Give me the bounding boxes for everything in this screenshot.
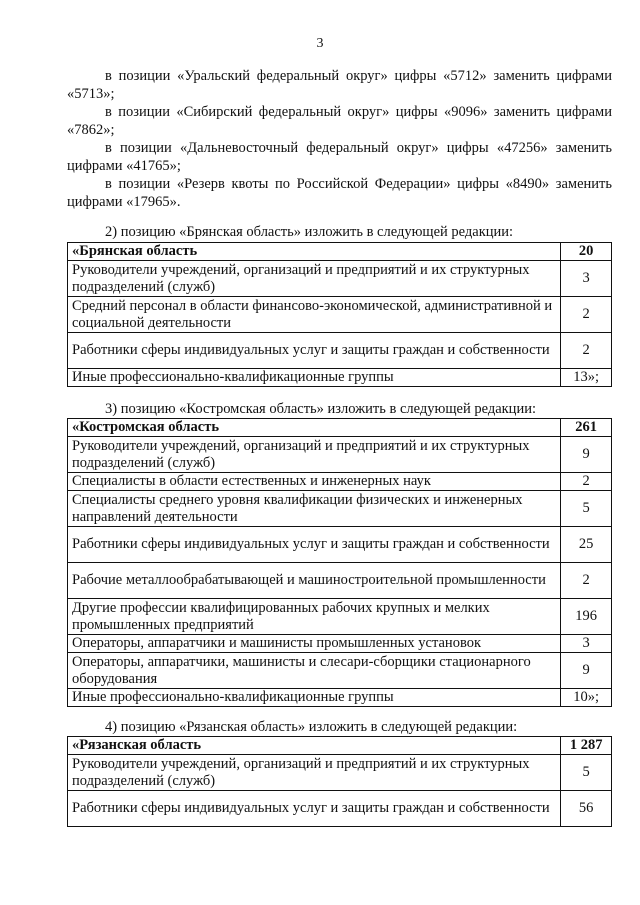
table-kostroma xyxy=(67,418,612,707)
table-row xyxy=(68,333,612,369)
table-row xyxy=(68,437,612,473)
row-value: 9 xyxy=(561,653,612,689)
row-label: Операторы, аппаратчики и машинисты промышленных установок xyxy=(68,635,561,653)
region-total: 1 287 xyxy=(561,737,612,755)
region-total: 261 xyxy=(561,419,612,437)
table-bryansk xyxy=(67,242,612,387)
table-row xyxy=(68,297,612,333)
table-row xyxy=(68,635,612,653)
row-label: Работники сферы индивидуальных услуг и защиты граждан и собственности xyxy=(68,333,561,369)
row-label: Иные профессионально-квалификационные группы xyxy=(68,689,561,707)
region-name: «Рязанская область xyxy=(68,737,561,755)
section-intro-ryazan: 4) позицию «Рязанская область» изложить в следующей редакции: xyxy=(105,719,518,735)
row-value: 56 xyxy=(561,791,612,827)
row-value: 5 xyxy=(561,755,612,791)
row-label: Работники сферы индивидуальных услуг и защиты граждан и собственности xyxy=(68,791,561,827)
table-row xyxy=(68,755,612,791)
row-value: 2 xyxy=(561,333,612,369)
table-header-row xyxy=(68,243,612,261)
row-value: 25 xyxy=(561,527,612,563)
row-label: Руководители учреждений, организаций и предприятий и их структурных подразделений (служб) xyxy=(68,437,561,473)
row-label: Иные профессионально-квалификационные группы xyxy=(68,369,561,387)
table-row xyxy=(68,491,612,527)
table-row xyxy=(68,599,612,635)
table-row xyxy=(68,563,612,599)
table-row xyxy=(68,689,612,707)
amendment-paragraphs xyxy=(67,67,612,211)
row-value: 2 xyxy=(561,297,612,333)
row-value: 10»; xyxy=(561,689,612,707)
paragraph-far-east: в позиции «Дальневосточный федеральный округ» цифры «47256» заменить цифрами «41765»; xyxy=(67,140,612,174)
region-name: «Брянская область xyxy=(68,243,561,261)
row-value: 13»; xyxy=(561,369,612,387)
table-row xyxy=(68,791,612,827)
table-row xyxy=(68,261,612,297)
table-row xyxy=(68,369,612,387)
table-header-row xyxy=(68,737,612,755)
paragraph-ural: в позиции «Уральский федеральный округ» цифры «5712» заменить цифрами «5713»; xyxy=(67,68,612,102)
table-row xyxy=(68,473,612,491)
row-value: 3 xyxy=(561,261,612,297)
row-value: 5 xyxy=(561,491,612,527)
page-number: 3 xyxy=(316,36,324,51)
row-value: 196 xyxy=(561,599,612,635)
row-label: Руководители учреждений, организаций и предприятий и их структурных подразделений (служб) xyxy=(68,755,561,791)
table-ryazan xyxy=(67,736,612,827)
row-label: Специалисты в области естественных и инженерных наук xyxy=(68,473,561,491)
section-intro-kostroma: 3) позицию «Костромская область» изложить в следующей редакции: xyxy=(105,401,536,417)
row-label: Другие профессии квалифицированных рабочих крупных и мелких промышленных предприятий xyxy=(68,599,561,635)
row-value: 3 xyxy=(561,635,612,653)
row-label: Работники сферы индивидуальных услуг и защиты граждан и собственности xyxy=(68,527,561,563)
row-label: Операторы, аппаратчики, машинисты и слесари-сборщики стационарного оборудования xyxy=(68,653,561,689)
row-label: Средний персонал в области финансово-экономической, административной и социальной деятельности xyxy=(68,297,561,333)
table-row xyxy=(68,653,612,689)
section-intro-bryansk: 2) позицию «Брянская область» изложить в следующей редакции: xyxy=(105,224,514,240)
paragraph-siberia: в позиции «Сибирский федеральный округ» цифры «9096» заменить цифрами «7862»; xyxy=(67,104,612,138)
region-name: «Костромская область xyxy=(68,419,561,437)
row-value: 2 xyxy=(561,473,612,491)
table-header-row xyxy=(68,419,612,437)
row-label: Рабочие металлообрабатывающей и машиностроительной промышленности xyxy=(68,563,561,599)
row-label: Специалисты среднего уровня квалификации физических и инженерных направлений деятельности xyxy=(68,491,561,527)
row-value: 9 xyxy=(561,437,612,473)
row-value: 2 xyxy=(561,563,612,599)
region-total: 20 xyxy=(561,243,612,261)
row-label: Руководители учреждений, организаций и предприятий и их структурных подразделений (служб) xyxy=(68,261,561,297)
paragraph-reserve: в позиции «Резерв квоты по Российской Федерации» цифры «8490» заменить цифрами «17965». xyxy=(67,176,612,210)
table-row xyxy=(68,527,612,563)
